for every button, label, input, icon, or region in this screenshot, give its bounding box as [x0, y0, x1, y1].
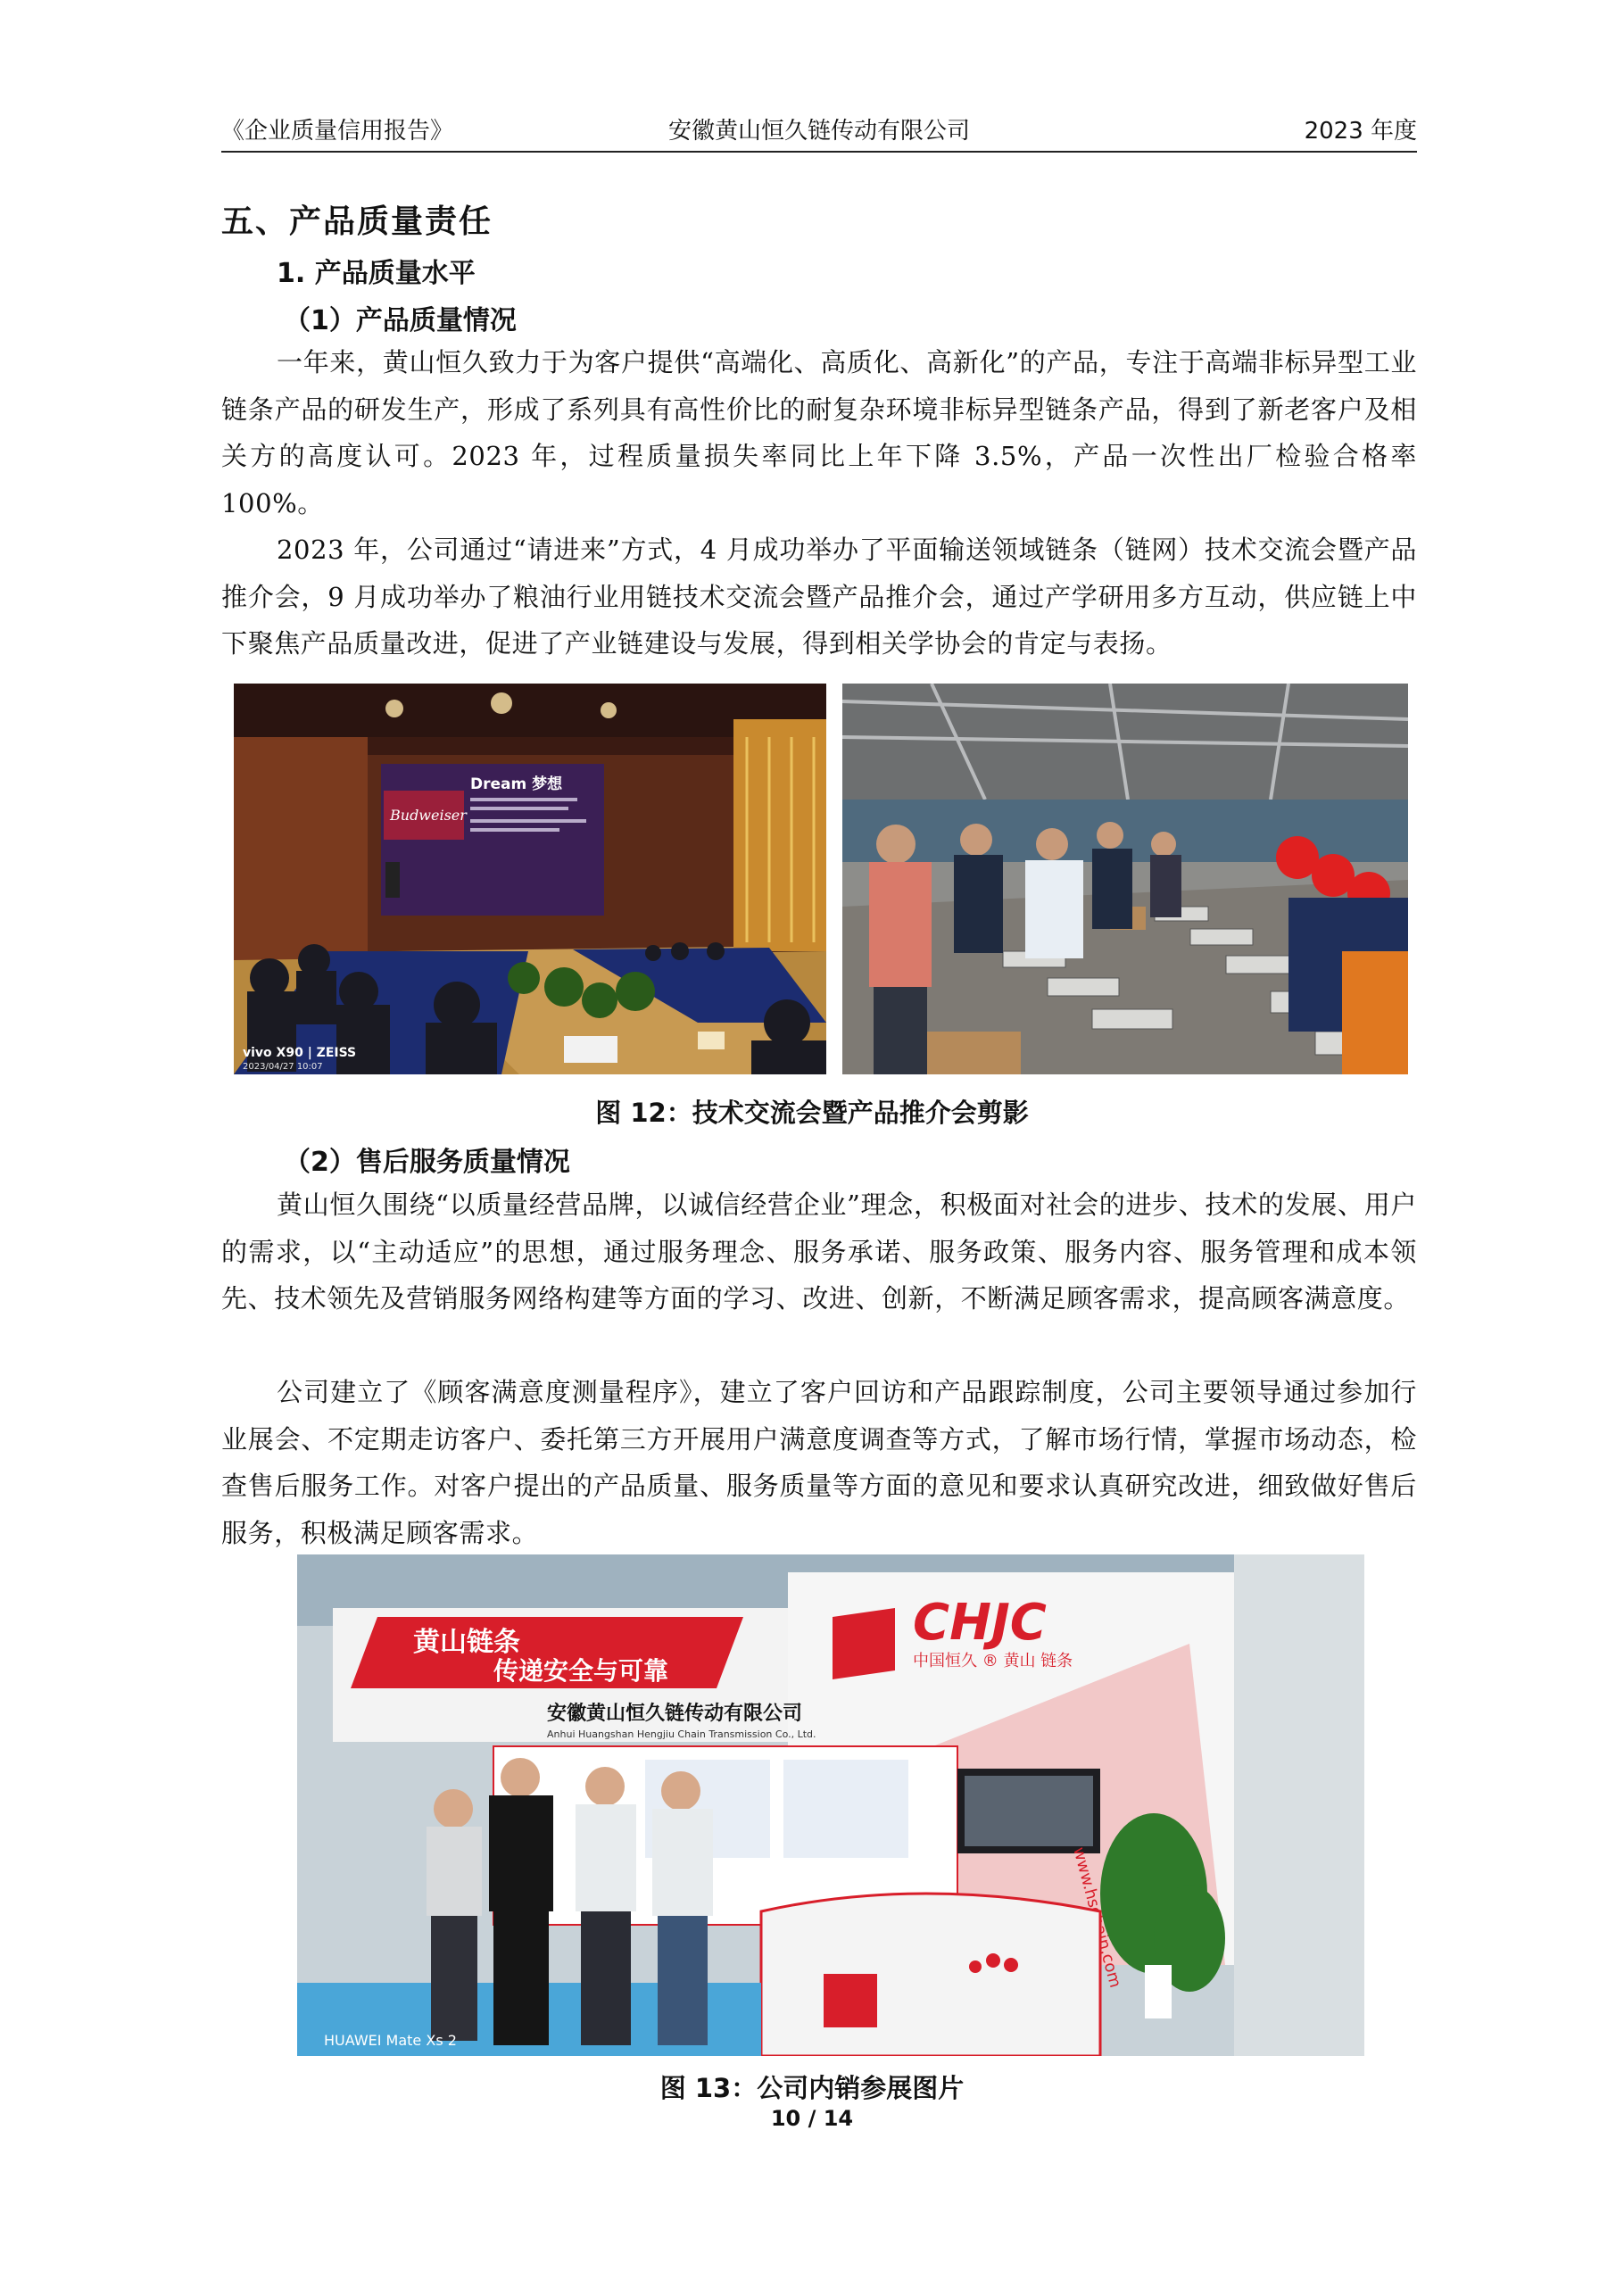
screen-logo: Budweiser — [390, 807, 467, 824]
camera-watermark-vivo: vivo X90 | ZEISS — [243, 1046, 357, 1060]
conference-scene — [234, 684, 826, 1074]
paragraph-quality-overview: 一年来，黄山恒久致力于为客户提供“高端化、高质化、高新化”的产品，专注于高端非标异型工业链条产品的研发生产，形成了系列具有高性价比的耐复杂环境非标异型链条产品，得到了新老客户及相关方的高度认可。2023 年，过程质量损失率同比上年下降 3.5%，产品一次性出厂检验合格率 100%。 — [221, 347, 1417, 518]
photo-exhibition-booth — [297, 1554, 1364, 2056]
header-company-name: 安徽黄山恒久链传动有限公司 — [667, 118, 970, 145]
page-header — [221, 112, 1417, 153]
booth-banner-line2: 传递安全与可靠 — [493, 1656, 669, 1686]
photo-timestamp: 2023/04/27 10:07 — [243, 1062, 323, 1072]
figure-12-caption: 图 12：技术交流会暨产品推介会剪影 — [595, 1098, 1029, 1128]
figure-13-caption: 图 13：公司内销参展图片 — [659, 2073, 965, 2103]
item1-title: （1）产品质量情况 — [284, 305, 517, 336]
section-title: 五、产品质量责任 — [221, 203, 493, 240]
camera-watermark-huawei: HUAWEI Mate Xs 2 — [324, 2032, 457, 2049]
booth-banner-line1: 黄山链条 — [413, 1627, 520, 1658]
booth-company-en: Anhui Huangshan Hengjiu Chain Transmission Co., Ltd. — [547, 1728, 816, 1740]
subsection-title: 1. 产品质量水平 — [277, 258, 476, 289]
header-year: 2023 年度 — [1304, 118, 1417, 145]
paragraph-after-sales-concept: 黄山恒久围绕“以质量经营品牌，以诚信经营企业”理念，积极面对社会的进步、技术的发展、用户的需求，以“主动适应”的思想，通过服务理念、服务承诺、服务政策、服务内容、服务管理和成本领先、技术领先及营销服务网络构建等方面的学习、改进、创新，不断满足顾客需求，提高顾客满意度。 — [221, 1189, 1417, 1314]
page-number: 10 / 14 — [770, 2106, 854, 2131]
factory-scene — [842, 684, 1408, 1074]
photo-factory-tour — [842, 684, 1408, 1074]
booth-company-cn: 安徽黄山恒久链传动有限公司 — [547, 1703, 803, 1725]
booth-scene — [297, 1554, 1364, 2056]
booth-brand-sub: 中国恒久 ® 黄山 链条 — [913, 1652, 1073, 1670]
booth-brand-logo: CHJC — [913, 1594, 1047, 1652]
item2-title: （2）售后服务质量情况 — [284, 1147, 570, 1178]
paragraph-satisfaction-procedure: 公司建立了《顾客满意度测量程序》，建立了客户回访和产品跟踪制度，公司主要领导通过参加行业展会、不定期走访客户、委托第三方开展用户满意度调查等方式，了解市场行情，掌握市场动态，检查售后服务工作。对客户提出的产品质量、服务质量等方面的意见和要求认真研究改进，细致做好售后服务，积极满足顾客需求。 — [221, 1377, 1417, 1548]
paragraph-tech-exchange: 2023 年，公司通过“请进来”方式，4 月成功举办了平面输送领域链条（链网）技术交流会暨产品推介会，9 月成功举办了粮油行业用链技术交流会暨产品推介会，通过产学研用多方互动，供应链上中下聚焦产品质量改进，促进了产业链建设与发展，得到相关学协会的肯定与表扬。 — [221, 535, 1417, 659]
photo-conference — [234, 684, 826, 1074]
screen-title: Dream 梦想 — [470, 775, 563, 793]
header-report-title: 《企业质量信用报告》 — [221, 118, 454, 145]
